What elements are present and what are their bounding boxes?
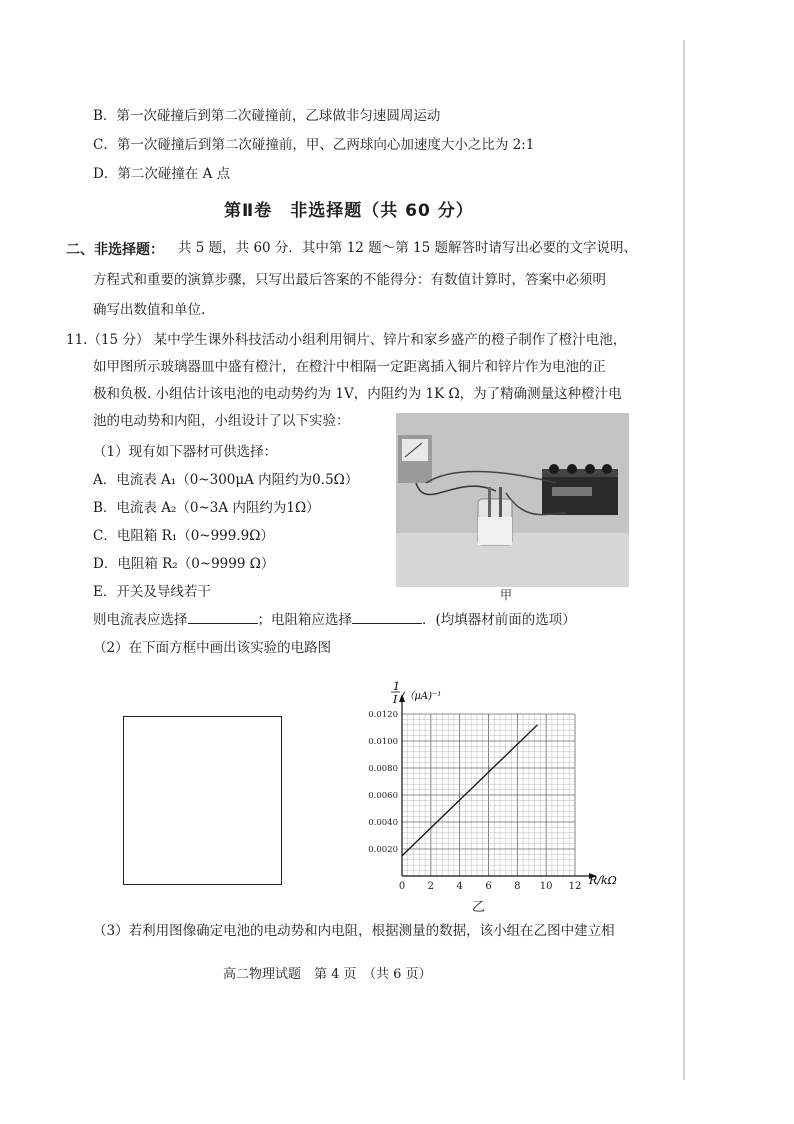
select-box-text: ；电阻箱应选择 <box>257 612 352 628</box>
ylabel-unit: /（μA)⁻¹ <box>401 691 442 702</box>
ylabel-numerator: 1 <box>393 680 400 693</box>
x-tick-label: 12 <box>568 881 582 892</box>
page-edge <box>683 40 685 1080</box>
circuit-answer-box[interactable] <box>123 716 282 885</box>
graph-yi <box>360 676 630 910</box>
q11-line1: 11.（15 分） 某中学生课外科技活动小组利用铜片、锌片和家乡盛产的橙子制作了橙汁电池， <box>66 332 627 348</box>
option-d: D．第二次碰撞在 A 点 <box>93 166 231 182</box>
ylabel-denominator: I <box>393 693 398 706</box>
part2-label: 二、非选择题： <box>66 242 164 258</box>
equip-d: D．电阻箱 R₂（0~9999 Ω） <box>93 556 275 572</box>
part2-line2: 方程式和重要的演算步骤，只写出最后答案的不能得分：有数值计算时，答案中必须明 <box>93 272 606 288</box>
graph-svg <box>360 676 630 910</box>
y-tick-label: 0.0020 <box>368 845 398 855</box>
resistor-box-blank[interactable] <box>352 611 422 624</box>
part2-line3: 确写出数值和单位. <box>93 302 206 318</box>
q11-line4: 池的电动势和内阻，小组设计了以下实验： <box>93 413 350 429</box>
experiment-photo <box>396 413 629 587</box>
q11-sub3: （3）若利用图像确定电池的电动势和内电阻，根据测量的数据，该小组在乙图中建立相 <box>93 923 615 939</box>
equip-e: E．开关及导线若干 <box>93 584 211 600</box>
y-tick-label: 0.0080 <box>368 764 398 774</box>
q11-line2: 如甲图所示玻璃器皿中盛有橙汁，在橙汁中相隔一定距离插入铜片和锌片作为电池的正 <box>93 359 606 375</box>
x-tick-label: 2 <box>427 881 435 892</box>
figure-yi-label: 乙 <box>472 900 486 915</box>
select-line <box>93 611 576 629</box>
x-tick-label: 6 <box>485 881 492 892</box>
q11-sub1: （1）现有如下器材可供选择： <box>93 444 278 460</box>
page-footer: 高二物理试题 第 4 页 （共 6 页） <box>223 967 432 982</box>
y-tick-label: 0.0040 <box>368 818 398 828</box>
y-tick-label: 0.0120 <box>368 710 398 720</box>
select-note: ．(均填器材前面的选项） <box>422 612 576 628</box>
x-tick-label: 0 <box>398 881 406 892</box>
equip-b: B．电流表 A₂（0~3A 内阻约为1Ω） <box>93 500 320 516</box>
y-tick-label: 0.0100 <box>368 737 398 747</box>
select-ammeter-text: 则电流表应选择 <box>93 612 188 628</box>
option-c: C．第一次碰撞后到第二次碰撞前，甲、乙两球向心加速度大小之比为 2:1 <box>93 137 535 153</box>
y-tick-label: 0.0060 <box>368 791 398 801</box>
equip-c: C．电阻箱 R₁（0~999.9Ω） <box>93 528 274 544</box>
q11-line3: 极和负极. 小组估计该电池的电动势约为 1V，内阻约为 1K Ω，为了精确测量这种橙汁电 <box>93 386 622 402</box>
q11-sub2: （2）在下面方框中画出该实验的电路图 <box>93 640 332 656</box>
section-title: 第Ⅱ卷 非选择题（共 60 分） <box>224 201 474 221</box>
ammeter-blank[interactable] <box>188 611 258 624</box>
option-b: B．第一次碰撞后到第二次碰撞前，乙球做非匀速圆周运动 <box>93 108 441 124</box>
x-tick-label: 4 <box>456 881 463 892</box>
xlabel: R/kΩ <box>589 874 617 887</box>
equip-a: A．电流表 A₁（0~300μA 内阻约为0.5Ω） <box>93 472 359 488</box>
part2-line1: 共 5 题，共 60 分．其中第 12 题～第 15 题解答时请写出必要的文字说明、 <box>178 240 637 256</box>
figure-jia-label: 甲 <box>500 588 513 602</box>
x-tick-label: 10 <box>539 881 553 892</box>
x-tick-label: 8 <box>514 881 521 892</box>
